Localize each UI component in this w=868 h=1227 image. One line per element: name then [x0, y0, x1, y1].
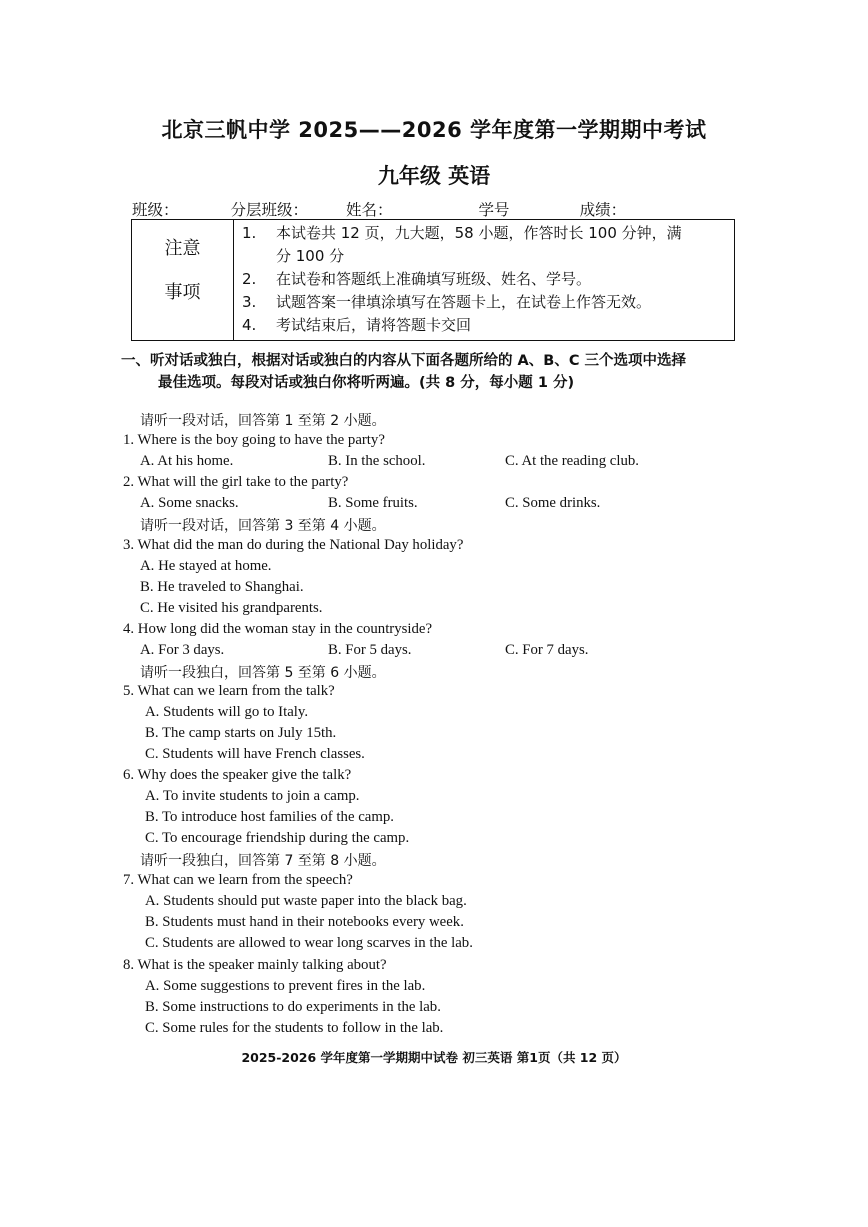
question-2: 2. What will the girl take to the party?: [123, 474, 349, 490]
question-4: 4. How long did the woman stay in the countryside?: [123, 621, 433, 637]
layer-class-blank[interactable]: [310, 204, 344, 220]
exam-title: 北京三帆中学 2025——2026 学年度第一学期期中考试: [161, 118, 707, 142]
option-b: B. Students must hand in their notebooks every week.: [145, 914, 464, 930]
option-c: C. Students are allowed to wear long scarves in the lab.: [145, 935, 473, 951]
exam-subtitle: 九年级 英语: [377, 164, 491, 188]
student-id-label: 学号: [478, 201, 510, 219]
question-3: 3. What did the man do during the National Day holiday?: [123, 537, 464, 553]
option-b: B. Some fruits.: [328, 495, 418, 511]
option-c: C. Some drinks.: [505, 495, 601, 511]
notice-item: 2. 在试卷和答题纸上准确填写班级、姓名、学号。: [242, 270, 592, 288]
option-a: A. Some snacks.: [140, 495, 239, 511]
option-c: C. He visited his grandparents.: [140, 600, 323, 616]
notice-item: 1. 本试卷共 12 页，九大题，58 小题，作答时长 100 分钟，满 分 100 分: [242, 224, 682, 265]
option-a: A. At his home.: [140, 453, 234, 469]
option-b: B. He traveled to Shanghai.: [140, 579, 304, 595]
option-c: C. Some rules for the students to follow in the lab.: [145, 1020, 444, 1036]
option-a: A. Some suggestions to prevent fires in the lab.: [145, 978, 426, 994]
score-label: 成绩：: [579, 201, 627, 219]
option-a: A. Students will go to Italy.: [145, 704, 309, 720]
notice-label-top: 注意: [164, 238, 201, 259]
option-b: B. For 5 days.: [328, 642, 412, 658]
section-heading: [121, 350, 766, 394]
page-footer: 2025-2026 学年度第一学期期中试卷 初三英语 第1页（共 12 页）: [241, 1050, 627, 1065]
option-c: C. To encourage friendship during the camp.: [145, 830, 410, 846]
option-b: B. The camp starts on July 15th.: [145, 725, 337, 741]
notice-box: [131, 219, 735, 341]
option-a: A. He stayed at home.: [140, 558, 272, 574]
student-info-row: [132, 198, 716, 220]
section-heading-line2: 最佳选项。每段对话或独白你将听两遍。(共 8 分，每小题 1 分): [158, 375, 575, 391]
section-heading-line1: 一、听对话或独白，根据对话或独白的内容从下面各题所给的 A、B、C 三个选项中选择: [121, 353, 687, 369]
question-1: 1. Where is the boy going to have the party?: [123, 432, 385, 448]
class-blank[interactable]: [181, 204, 229, 220]
layer-class-label: 分层班级：: [230, 201, 309, 219]
question-8: 8. What is the speaker mainly talking about?: [123, 957, 387, 973]
question-5: 5. What can we learn from the talk?: [123, 683, 335, 699]
option-c: C. Students will have French classes.: [145, 746, 365, 762]
option-a: A. Students should put waste paper into the black bag.: [145, 893, 467, 909]
notice-label-bottom: 事项: [164, 282, 201, 303]
student-id-blank[interactable]: [512, 204, 578, 220]
listening-instruction: 请听一段独白，回答第 5 至第 6 小题。: [140, 665, 386, 681]
option-a: A. To invite students to join a camp.: [145, 788, 360, 804]
option-b: B. Some instructions to do experiments in the lab.: [145, 999, 441, 1015]
notice-label-cell: [132, 220, 234, 340]
listening-instruction: 请听一段对话，回答第 1 至第 2 小题。: [140, 413, 386, 429]
option-b: B. To introduce host families of the camp.: [145, 809, 394, 825]
option-c: C. At the reading club.: [505, 453, 639, 469]
question-6: 6. Why does the speaker give the talk?: [123, 767, 352, 783]
option-a: A. For 3 days.: [140, 642, 225, 658]
option-b: B. In the school.: [328, 453, 426, 469]
name-blank[interactable]: [395, 204, 477, 220]
listening-instruction: 请听一段对话，回答第 3 至第 4 小题。: [140, 518, 386, 534]
notice-item: 4. 考试结束后，请将答题卡交回: [242, 316, 472, 334]
notice-items: [242, 222, 730, 337]
score-blank[interactable]: [628, 204, 714, 220]
question-7: 7. What can we learn from the speech?: [123, 872, 353, 888]
name-label: 姓名：: [346, 201, 393, 219]
listening-instruction: 请听一段独白，回答第 7 至第 8 小题。: [140, 853, 386, 869]
notice-item: 3. 试题答案一律填涂填写在答题卡上，在试卷上作答无效。: [242, 293, 652, 311]
option-c: C. For 7 days.: [505, 642, 589, 658]
class-label: 班级：: [132, 201, 179, 219]
